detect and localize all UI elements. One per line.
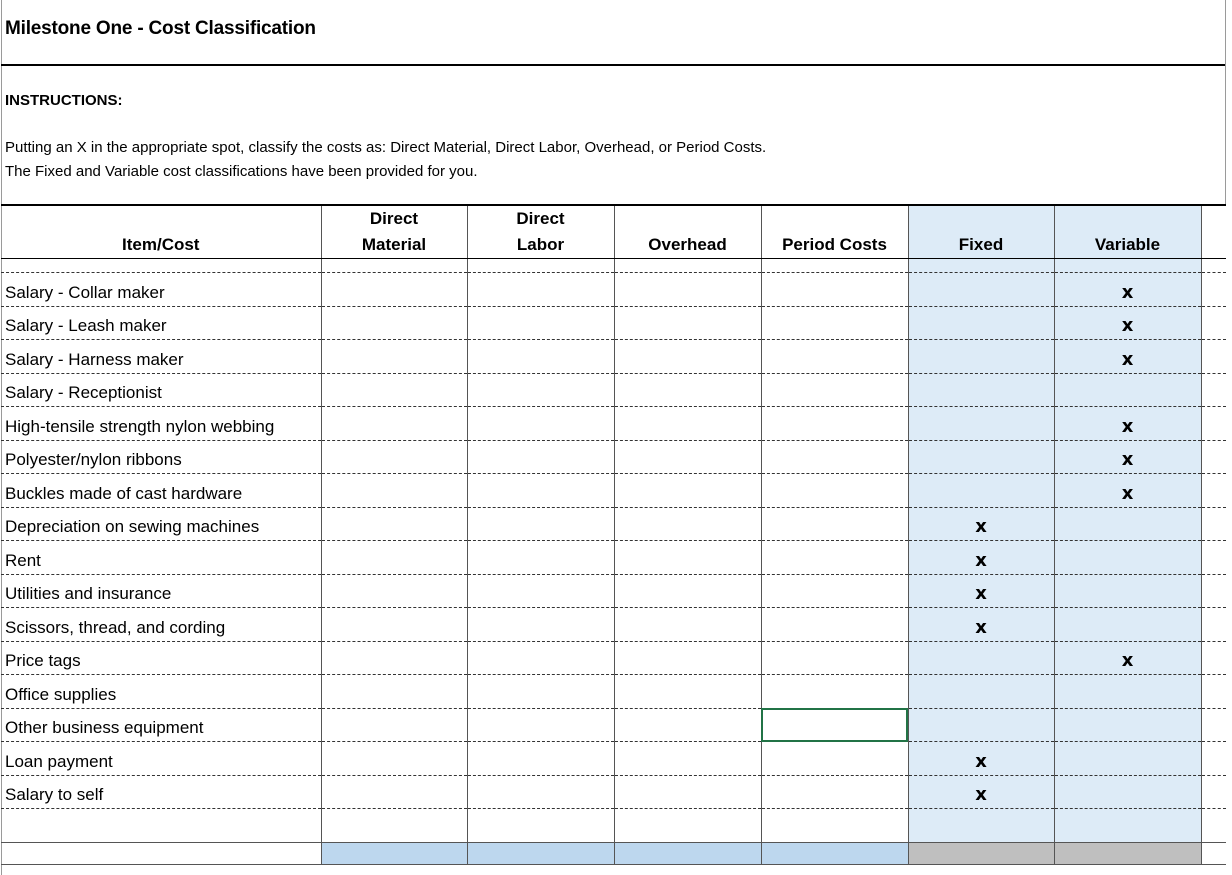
cell-fixed[interactable]: x [908,507,1054,541]
cell-fixed[interactable] [908,675,1054,709]
cell-variable[interactable]: x [1054,273,1201,307]
cell-fixed[interactable] [908,273,1054,307]
table-row [1,507,1226,541]
cell-period-costs[interactable] [761,541,908,575]
cell-variable[interactable] [1054,574,1201,608]
cell-period-costs[interactable] [761,273,908,307]
cell-period-costs[interactable] [761,407,908,441]
cell-direct-material[interactable] [321,541,467,575]
cell-direct-labor[interactable] [467,373,614,407]
cell-overhead[interactable] [614,608,761,642]
cell-overhead[interactable] [614,641,761,675]
cell-item[interactable]: Loan payment [1,742,321,776]
empty-cell[interactable] [614,809,761,843]
cell-direct-labor[interactable] [467,340,614,374]
cell-item[interactable]: Salary - Collar maker [1,273,321,307]
cell-overhead[interactable] [614,708,761,742]
cell-variable[interactable]: x [1054,641,1201,675]
cell-variable[interactable] [1054,708,1201,742]
cell-direct-material[interactable] [321,306,467,340]
cell-direct-labor[interactable] [467,775,614,809]
cell-blank[interactable] [1201,675,1226,709]
cell-blank[interactable] [1201,474,1226,508]
cell-item[interactable]: Other business equipment [1,708,321,742]
cell-fixed[interactable] [908,474,1054,508]
cell-item[interactable]: High-tensile strength nylon webbing [1,407,321,441]
cell-blank[interactable] [1201,608,1226,642]
table-row [1,407,1226,441]
cell-fixed[interactable] [908,306,1054,340]
cell-item[interactable]: Office supplies [1,675,321,709]
spacer-cell[interactable] [761,259,908,273]
footer-cell[interactable] [1,842,321,864]
cell-overhead[interactable] [614,742,761,776]
spacer-cell[interactable] [467,259,614,273]
header-direct-labor[interactable]: Direct Labor [467,205,614,259]
instructions-heading: INSTRUCTIONS: [5,92,123,109]
cell-variable[interactable]: x [1054,474,1201,508]
cell-direct-labor[interactable] [467,440,614,474]
cell-variable[interactable] [1054,742,1201,776]
cell-direct-material[interactable] [321,474,467,508]
spacer-row [1,259,1226,273]
cell-fixed[interactable] [908,407,1054,441]
cell-fixed[interactable]: x [908,541,1054,575]
footer-cell[interactable] [1054,842,1201,864]
cell-direct-material[interactable] [321,708,467,742]
empty-cell[interactable] [761,809,908,843]
cell-blank[interactable] [1201,507,1226,541]
empty-row [1,809,1226,843]
cell-direct-material[interactable] [321,273,467,307]
cell-overhead[interactable] [614,474,761,508]
cost-classification-table [1,204,1226,865]
cell-direct-labor[interactable] [467,407,614,441]
cell-direct-material[interactable] [321,675,467,709]
cell-direct-material[interactable] [321,775,467,809]
cell-variable[interactable] [1054,775,1201,809]
cell-item[interactable]: Salary to self [1,775,321,809]
cell-direct-material[interactable] [321,373,467,407]
cell-direct-material[interactable] [321,340,467,374]
cell-direct-material[interactable] [321,407,467,441]
cell-direct-labor[interactable] [467,608,614,642]
table-row [1,474,1226,508]
cell-direct-material[interactable] [321,641,467,675]
cell-variable[interactable] [1054,507,1201,541]
cell-direct-labor[interactable] [467,742,614,776]
cell-direct-labor[interactable] [467,541,614,575]
title-divider [1,64,1225,66]
cell-period-costs[interactable] [761,641,908,675]
cell-item[interactable]: Salary - Receptionist [1,373,321,407]
cell-period-costs[interactable] [761,507,908,541]
cell-period-costs[interactable] [761,440,908,474]
header-direct-material[interactable]: Direct Material [321,205,467,259]
cell-fixed[interactable] [908,708,1054,742]
cell-fixed[interactable]: x [908,775,1054,809]
cell-variable[interactable]: x [1054,340,1201,374]
cell-direct-material[interactable] [321,608,467,642]
empty-cell[interactable] [1201,809,1226,843]
instruction-line-1: Putting an X in the appropriate spot, classify the costs as: Direct Material, Direct Labor, Overhead, or Period Costs. [5,139,767,156]
cell-item[interactable]: Salary - Harness maker [1,340,321,374]
cell-overhead[interactable] [614,775,761,809]
cell-fixed[interactable] [908,440,1054,474]
table-row [1,742,1226,776]
cell-blank[interactable] [1201,440,1226,474]
spacer-cell[interactable] [1,259,321,273]
cell-fixed[interactable] [908,373,1054,407]
cell-direct-labor[interactable] [467,507,614,541]
cell-direct-labor[interactable] [467,474,614,508]
cell-variable[interactable]: x [1054,407,1201,441]
cell-item[interactable]: Salary - Leash maker [1,306,321,340]
footer-cell[interactable] [1201,842,1226,864]
page-title: Milestone One - Cost Classification [5,18,316,39]
cell-overhead[interactable] [614,507,761,541]
cell-item[interactable]: Rent [1,541,321,575]
footer-cell[interactable] [467,842,614,864]
table-row [1,608,1226,642]
table-row [1,440,1226,474]
cell-blank[interactable] [1201,641,1226,675]
cell-fixed[interactable] [908,340,1054,374]
cell-variable[interactable]: x [1054,306,1201,340]
table-row [1,373,1226,407]
cell-item[interactable]: Price tags [1,641,321,675]
header-blank-cell[interactable] [1201,205,1226,259]
cell-direct-labor[interactable] [467,641,614,675]
cell-period-costs[interactable] [761,373,908,407]
cell-overhead[interactable] [614,306,761,340]
cell-item[interactable]: Depreciation on sewing machines [1,507,321,541]
cell-blank[interactable] [1201,742,1226,776]
cell-direct-labor[interactable] [467,574,614,608]
header-variable[interactable]: Variable [1054,205,1201,259]
cell-variable[interactable]: x [1054,440,1201,474]
empty-cell[interactable] [908,809,1054,843]
cell-direct-material[interactable] [321,574,467,608]
cell-period-costs[interactable] [761,574,908,608]
empty-cell[interactable] [1,809,321,843]
instruction-line-2: The Fixed and Variable cost classifications have been provided for you. [5,163,478,180]
sheet-right-border [1225,0,1226,205]
table-row [1,708,1226,742]
footer-cell[interactable] [321,842,467,864]
cell-overhead[interactable] [614,373,761,407]
header-row [1,205,1226,259]
cell-blank[interactable] [1201,373,1226,407]
spacer-cell[interactable] [1201,259,1226,273]
cell-blank[interactable] [1201,775,1226,809]
cell-overhead[interactable] [614,340,761,374]
empty-cell[interactable] [467,809,614,843]
cell-overhead[interactable] [614,541,761,575]
cell-item[interactable]: Scissors, thread, and cording [1,608,321,642]
cell-item[interactable]: Utilities and insurance [1,574,321,608]
header-fixed[interactable]: Fixed [908,205,1054,259]
header-overhead[interactable]: Overhead [614,205,761,259]
cell-period-costs[interactable] [761,474,908,508]
spacer-cell[interactable] [1054,259,1201,273]
footer-cell[interactable] [908,842,1054,864]
spacer-cell[interactable] [321,259,467,273]
footer-cell[interactable] [761,842,908,864]
table-row [1,641,1226,675]
cell-overhead[interactable] [614,574,761,608]
cell-blank[interactable] [1201,273,1226,307]
cell-period-costs[interactable] [761,775,908,809]
cell-blank[interactable] [1201,708,1226,742]
cell-direct-material[interactable] [321,507,467,541]
cell-period-costs[interactable] [761,742,908,776]
spacer-cell[interactable] [614,259,761,273]
footer-row [1,842,1226,864]
empty-cell[interactable] [1054,809,1201,843]
table-row [1,775,1226,809]
cell-period-costs[interactable] [761,306,908,340]
cell-period-costs[interactable] [761,675,908,709]
table-row [1,273,1226,307]
table-row [1,675,1226,709]
cell-blank[interactable] [1201,407,1226,441]
cell-direct-material[interactable] [321,742,467,776]
cell-overhead[interactable] [614,273,761,307]
cell-period-costs[interactable] [761,608,908,642]
cell-period-costs[interactable] [761,340,908,374]
table-row [1,340,1226,374]
cell-fixed[interactable]: x [908,574,1054,608]
empty-cell[interactable] [321,809,467,843]
cell-overhead[interactable] [614,675,761,709]
cell-item[interactable]: Buckles made of cast hardware [1,474,321,508]
footer-cell[interactable] [614,842,761,864]
cell-overhead[interactable] [614,440,761,474]
cell-fixed[interactable] [908,641,1054,675]
cell-direct-labor[interactable] [467,708,614,742]
cell-blank[interactable] [1201,541,1226,575]
cell-direct-labor[interactable] [467,306,614,340]
cell-fixed[interactable]: x [908,742,1054,776]
header-item-cost[interactable]: Item/Cost [1,205,321,259]
cell-blank[interactable] [1201,340,1226,374]
cell-overhead[interactable] [614,407,761,441]
cell-variable[interactable] [1054,373,1201,407]
table-row [1,574,1226,608]
cell-direct-material[interactable] [321,440,467,474]
cell-direct-labor[interactable] [467,273,614,307]
spacer-cell[interactable] [908,259,1054,273]
cell-variable[interactable] [1054,675,1201,709]
header-period-costs[interactable]: Period Costs [761,205,908,259]
cell-blank[interactable] [1201,306,1226,340]
cell-direct-labor[interactable] [467,675,614,709]
cell-period-costs[interactable] [761,708,908,742]
cell-variable[interactable] [1054,608,1201,642]
table-row [1,306,1226,340]
cell-item[interactable]: Polyester/nylon ribbons [1,440,321,474]
cell-fixed[interactable]: x [908,608,1054,642]
cell-variable[interactable] [1054,541,1201,575]
table-row [1,541,1226,575]
cell-blank[interactable] [1201,574,1226,608]
